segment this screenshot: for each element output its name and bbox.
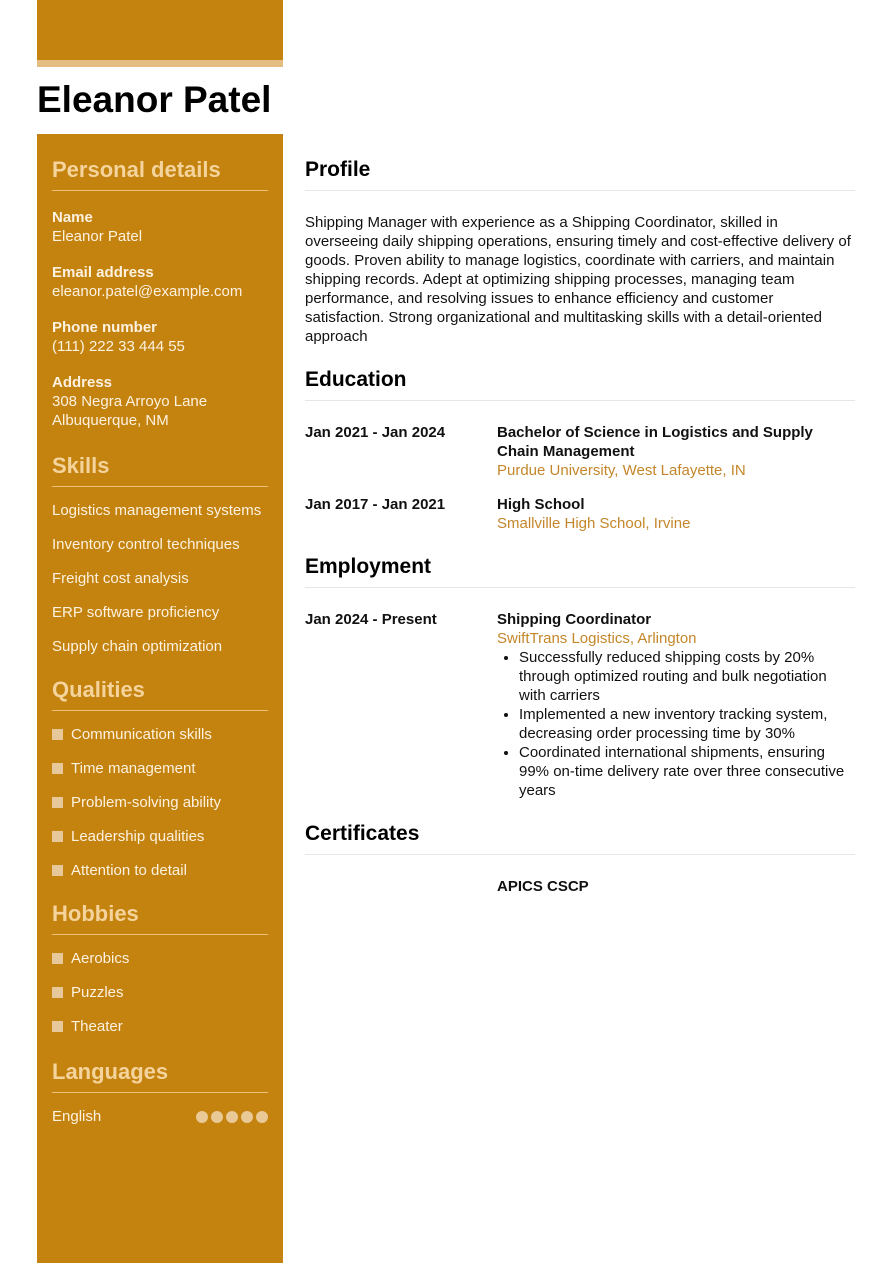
detail-phone	[52, 318, 268, 356]
education-section	[305, 366, 855, 533]
hobby-item	[52, 949, 268, 968]
detail-label: Address	[52, 374, 113, 391]
skill-item: Inventory control techniques	[52, 536, 240, 553]
institution: Purdue University, West Lafayette, IN	[497, 462, 746, 479]
qualities-section	[52, 676, 268, 880]
language-item	[52, 1107, 268, 1126]
achievement-item: • Coordinated international shipments, ensuring 99% on-time delivery rate over three consecutive years	[519, 743, 855, 800]
employment-heading: Employment	[305, 553, 855, 588]
quality-label: Time management	[71, 760, 196, 777]
employment-section	[305, 553, 855, 800]
hobbies-section	[52, 900, 268, 1036]
profile-heading: Profile	[305, 156, 855, 191]
skills-heading: Skills	[52, 452, 268, 487]
languages-section	[52, 1058, 268, 1126]
employer: SwiftTrans Logistics, Arlington	[497, 630, 697, 647]
quality-item	[52, 725, 268, 744]
personal-details-section	[52, 156, 268, 430]
personal-details-heading: Personal details	[52, 156, 268, 191]
certificate-title: APICS CSCP	[497, 878, 589, 895]
achievements-list	[497, 648, 855, 800]
square-bullet-icon	[52, 831, 63, 842]
profile-summary: Shipping Manager with experience as a Shipping Coordinator, skilled in overseeing daily shipping operations, ensuring timely and cost-effective delivery of goods. Proven ability to manage logistics, coordinate with carriers, and maintain shipping records. Adept at optimizing shipping processes, managing team performance, and resolving issues to enhance efficiency and customer satisfaction. Strong organizational and multitasking skills with a detail-oriented approach	[305, 214, 851, 345]
entry-body	[497, 877, 855, 896]
square-bullet-icon	[52, 797, 63, 808]
entry-body	[497, 423, 855, 480]
job-title: Shipping Coordinator	[497, 611, 652, 628]
detail-value: Eleanor Patel	[52, 228, 143, 245]
degree-title: Bachelor of Science in Logistics and Supply Chain Management	[497, 424, 813, 460]
hobby-label: Puzzles	[71, 984, 124, 1001]
square-bullet-icon	[52, 953, 63, 964]
skill-item: Logistics management systems	[52, 502, 262, 519]
detail-label: Name	[52, 209, 93, 226]
language-level-dots	[196, 1111, 268, 1123]
quality-label: Leadership qualities	[71, 828, 205, 845]
level-dot-icon	[256, 1111, 268, 1123]
entry-date: Jan 2017 - Jan 2021	[305, 496, 446, 513]
detail-label: Email address	[52, 264, 154, 281]
entry-date: Jan 2021 - Jan 2024	[305, 424, 446, 441]
hobby-label: Aerobics	[71, 950, 130, 967]
square-bullet-icon	[52, 865, 63, 876]
address-line: 308 Negra Arroyo Lane	[52, 393, 208, 410]
certificates-heading: Certificates	[305, 820, 855, 855]
square-bullet-icon	[52, 1021, 63, 1032]
quality-label: Problem-solving ability	[71, 794, 222, 811]
email-link[interactable]: eleanor.patel@example.com	[52, 283, 243, 300]
qualities-list	[52, 711, 268, 880]
sidebar	[37, 134, 283, 1263]
quality-item	[52, 759, 268, 778]
candidate-name: Eleanor Patel	[37, 79, 272, 120]
hobby-label: Theater	[71, 1018, 123, 1035]
certificate-entry	[305, 877, 855, 896]
square-bullet-icon	[52, 729, 63, 740]
education-entry	[305, 495, 855, 533]
hobbies-heading: Hobbies	[52, 900, 268, 935]
square-bullet-icon	[52, 763, 63, 774]
quality-label: Attention to detail	[71, 862, 187, 879]
detail-label: Phone number	[52, 319, 158, 336]
employment-entry	[305, 610, 855, 800]
institution: Smallville High School, Irvine	[497, 515, 691, 532]
skills-list	[52, 487, 268, 656]
entry-date	[305, 877, 497, 896]
language-name: English	[52, 1108, 102, 1125]
level-dot-icon	[241, 1111, 253, 1123]
entry-body	[497, 610, 855, 800]
header-accent-stripe	[37, 60, 283, 67]
level-dot-icon	[211, 1111, 223, 1123]
skill-item: ERP software proficiency	[52, 604, 220, 621]
languages-heading: Languages	[52, 1058, 268, 1093]
quality-item	[52, 861, 268, 880]
skill-item: Supply chain optimization	[52, 638, 223, 655]
main-content	[305, 156, 855, 916]
header-color-band	[37, 0, 283, 60]
entry-body	[497, 495, 855, 533]
achievement-item: • Successfully reduced shipping costs by 20% through optimized routing and bulk negotiation with carriers	[519, 648, 855, 705]
hobbies-list	[52, 935, 268, 1036]
qualities-heading: Qualities	[52, 676, 268, 711]
phone-link[interactable]: (111) 222 33 444 55	[52, 338, 185, 355]
achievement-item: • Implemented a new inventory tracking system, decreasing order processing time by 30%	[519, 705, 855, 743]
entry-date: Jan 2024 - Present	[305, 611, 437, 628]
quality-item	[52, 827, 268, 846]
detail-name	[52, 208, 268, 246]
quality-label: Communication skills	[71, 726, 212, 743]
detail-address	[52, 373, 268, 430]
detail-email	[52, 263, 268, 301]
hobby-item	[52, 983, 268, 1002]
quality-item	[52, 793, 268, 812]
profile-section	[305, 156, 855, 346]
address-line: Albuquerque, NM	[52, 412, 169, 429]
certificates-section	[305, 820, 855, 896]
hobby-item	[52, 1017, 268, 1036]
skills-section	[52, 452, 268, 656]
level-dot-icon	[196, 1111, 208, 1123]
education-heading: Education	[305, 366, 855, 401]
education-entry	[305, 423, 855, 480]
degree-title: High School	[497, 496, 585, 513]
square-bullet-icon	[52, 987, 63, 998]
level-dot-icon	[226, 1111, 238, 1123]
skill-item: Freight cost analysis	[52, 570, 189, 587]
